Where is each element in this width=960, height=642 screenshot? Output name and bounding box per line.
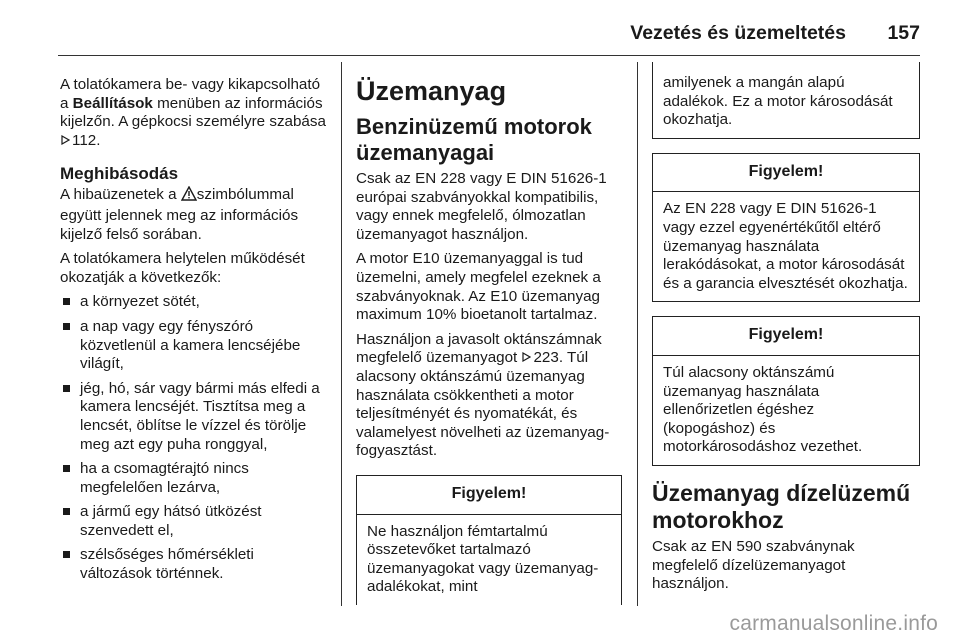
warning-text: Az EN 228 vagy E DIN 51626-1 vagy ezzel egyenértékűtől eltérő üzemanyag használata lerakódásokat, a motor károsodását és a garancia elvesztését okozhatja. <box>663 200 908 292</box>
fuel-paragraph-2: A motor E10 üzemanyaggal is tud üzemelni, amely megfelel ezeknek a szabványoknak. Az E10 üzemanyag maximum 10% bioetanolt tartalmaz. <box>356 250 601 324</box>
fuel-paragraph-1: Csak az EN 228 vagy E DIN 51626-1 európai szabványokkal kompatibilis, vagy ennek megfelelő, ólmozatlan üzemanyagot használjon. <box>356 170 607 243</box>
octane-text-a: Használjon a javasolt oktánszámnak megfelelő üzemanyagot <box>356 330 602 367</box>
warning-text: Ne használjon fémtartalmú összetevőket tartalmazó üzemanyagokat vagy üzemanyag-adalékokat, mint <box>367 522 599 596</box>
list-item <box>60 460 328 497</box>
warning-box-continued <box>652 62 920 139</box>
column-1 <box>60 76 328 590</box>
diesel-paragraph: Csak az EN 590 szabványnak megfelelő dízelüzemanyagot használjon. <box>652 537 855 593</box>
fault-text-a: A hibaüzenetek a <box>60 186 181 204</box>
warning-continued-text: amilyenek a mangán alapú adalékok. Ez a motor károsodását okozhatja. <box>663 74 893 129</box>
causes-list <box>60 293 328 583</box>
fuel-paragraph-3 <box>356 331 622 461</box>
list-item <box>60 546 328 583</box>
reference-arrow-icon <box>522 349 531 368</box>
warning-heading: Figyelem! <box>653 154 919 193</box>
list-item <box>60 318 328 374</box>
intro-text-b: menüben az információs kijelzőn. A gépkocsi személyre szabása <box>60 94 326 131</box>
watermark: carmanualsonline.info <box>729 612 938 635</box>
intro-page-ref[interactable]: 112. <box>72 131 101 149</box>
list-item-text: a nap vagy egy fényszóró közvetlenül a kamera lencséjébe világít, <box>80 317 301 373</box>
warning-box <box>652 316 920 466</box>
warning-box <box>356 475 622 605</box>
diesel-section-title: Üzemanyag dízelüzemű motorokhoz <box>652 479 911 533</box>
list-item-text: a környezet sötét, <box>80 293 200 311</box>
fault-paragraph <box>60 186 328 244</box>
settings-menu-term: Beállítások <box>72 94 153 112</box>
fuel-section-title: Üzemanyag <box>356 76 507 106</box>
fault-heading: Meghibásodás <box>60 164 179 184</box>
header-rule <box>58 55 920 56</box>
octane-text-b: Túl alacsony oktánszámú üzemanyag használata csökkentheti a motor teljesítményét és nyomatékát, és valamelyest növelheti az üzemanyag-fogyasztást. <box>356 349 610 460</box>
list-item <box>60 293 328 312</box>
warning-heading: Figyelem! <box>357 476 621 515</box>
page-header <box>0 0 960 56</box>
bullet-square-icon <box>63 465 70 472</box>
list-item-text: szélsőséges hőmérsékleti változások történnek. <box>80 546 254 583</box>
header-title: Vezetés és üzemeltetés <box>630 22 846 44</box>
causes-intro: A tolatókamera helytelen működését okozatják a következők: <box>60 250 305 286</box>
column-divider <box>637 62 638 606</box>
bullet-square-icon <box>63 298 70 305</box>
fault-text-b: szimbólummal együtt jelennek meg az információs kijelző felső sorában. <box>60 186 299 243</box>
list-item <box>60 380 328 454</box>
warning-heading: Figyelem! <box>653 317 919 356</box>
list-item-text: jég, hó, sár vagy bármi más elfedi a kamera lencséjét. Tisztítsa meg a lencsét, öblítse le vízzel és törölje meg azt egy puha ronggyal, <box>80 379 320 453</box>
warning-text: Túl alacsony oktánszámú üzemanyag használata ellenőrizetlen égéshez (kopogáshoz) és motorkárosodáshoz vezethet. <box>663 363 863 456</box>
list-item-text: a jármű egy hátsó ütközést szenvedett el, <box>80 503 262 539</box>
petrol-fuel-subtitle: Benzinüzemű motorok üzemanyagai <box>356 114 592 165</box>
column-3 <box>652 62 920 600</box>
column-divider <box>341 62 342 606</box>
warning-box <box>652 153 920 303</box>
bullet-square-icon <box>63 551 70 558</box>
list-item <box>60 503 328 540</box>
column-2 <box>356 76 622 619</box>
list-item-text: ha a csomagtérajtó nincs megfelelően lezárva, <box>80 460 249 496</box>
reference-arrow-icon <box>61 132 70 151</box>
intro-text-a: A tolatókamera be- vagy kikapcsolható a <box>60 76 321 112</box>
bullet-square-icon <box>63 385 70 392</box>
octane-page-ref[interactable]: 223. <box>533 349 564 367</box>
bullet-square-icon <box>63 508 70 515</box>
intro-paragraph <box>60 76 328 150</box>
page-number: 157 <box>887 22 920 44</box>
bullet-square-icon <box>63 323 70 330</box>
warning-triangle-icon <box>181 186 197 207</box>
